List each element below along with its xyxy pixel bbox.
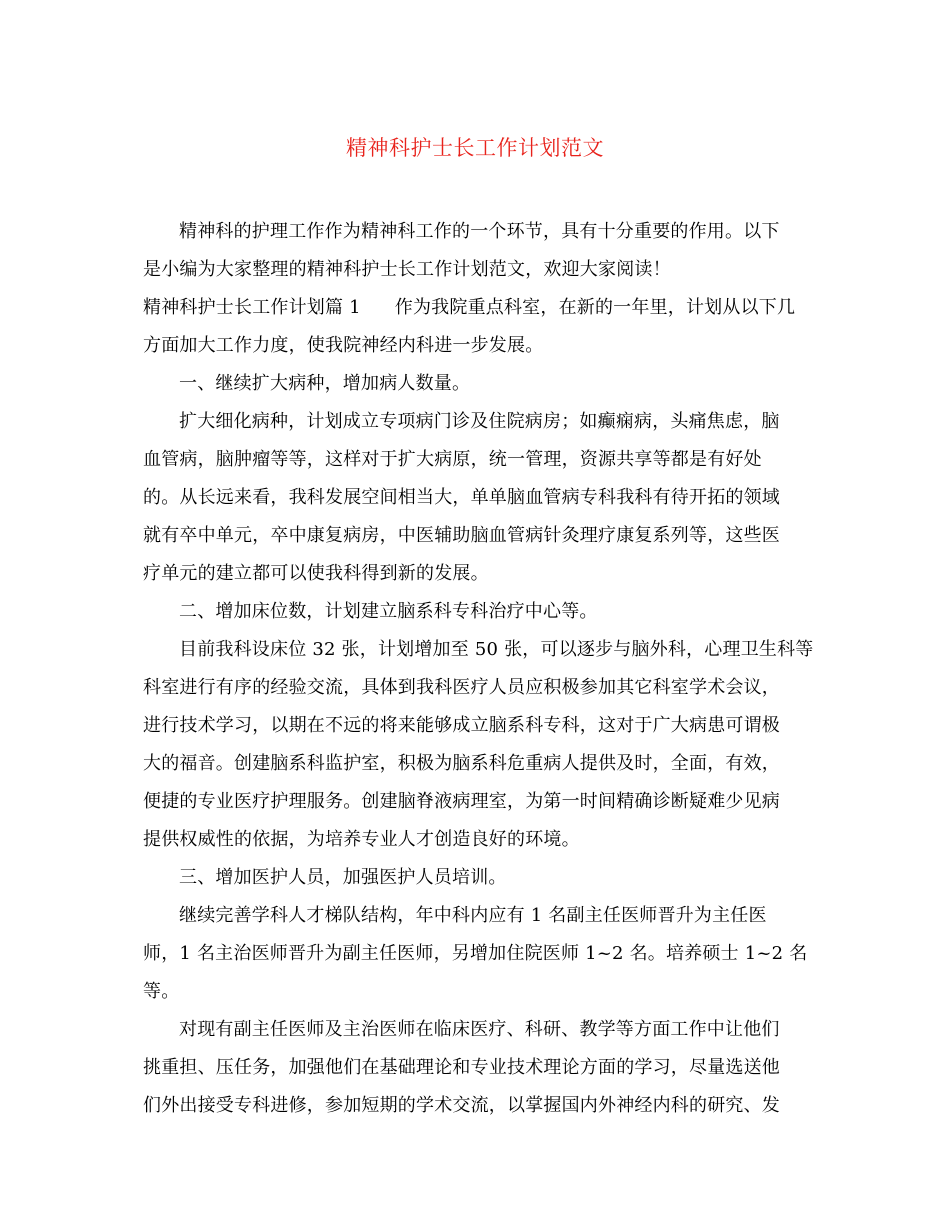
document-title: 精神科护士长工作计划范文 [346, 136, 604, 160]
text-line: 挑重担、压任务，加强他们在基础理论和专业技术理论方面的学习，尽量选送他 [143, 1057, 780, 1078]
text-line: 作为我院重点科室，在新的一年里，计划从以下几 [394, 297, 796, 318]
section-heading: 二、增加床位数，计划建立脑系科专科治疗中心等。 [179, 601, 598, 622]
text-line: 提供权威性的依据，为培养专业人才创造良好的环境。 [143, 829, 580, 850]
text-line: 科室进行有序的经验交流，具体到我科医疗人员应积极参加其它科室学术会议， [143, 677, 780, 698]
text-line: 精神科的护理工作作为精神科工作的一个环节，具有十分重要的作用。以下 [179, 221, 780, 242]
text-line: 继续完善学科人才梯队结构，年中科内应有 1 名副主任医师晋升为主任医 [179, 905, 767, 926]
text-line: 血管病，脑肿瘤等等，这样对于扩大病原，统一管理，资源共享等都是有好处 [143, 449, 762, 470]
text-line: 是小编为大家整理的精神科护士长工作计划范文，欢迎大家阅读！ [143, 259, 671, 280]
text-line: 就有卒中单元，卒中康复病房，中医辅助脑血管病针灸理疗康复系列等，这些医 [143, 525, 780, 546]
text-line-with-heading [143, 295, 795, 321]
text-line: 对现有副主任医师及主治医师在临床医疗、科研、教学等方面工作中让他们 [179, 1019, 780, 1040]
text-line: 进行技术学习，以期在不远的将来能够成立脑系科专科，这对于广大病患可谓极 [143, 715, 780, 736]
text-line: 的。从长远来看，我科发展空间相当大，单单脑血管病专科我科有待开拓的领域 [143, 487, 780, 508]
text-line: 师，1 名主治医师晋升为副主任医师，另增加住院医师 1~2 名。培养硕士 1~2 名 [143, 943, 808, 964]
text-line: 疗单元的建立都可以使我科得到新的发展。 [143, 563, 489, 584]
section-heading-part-1: 精神科护士长工作计划篇 1 [143, 297, 361, 318]
text-line: 便捷的专业医疗护理服务。创建脑脊液病理室，为第一时间精确诊断疑难少见病 [143, 791, 780, 812]
section-heading: 一、继续扩大病种，增加病人数量。 [179, 373, 471, 394]
text-line: 们外出接受专科进修，参加短期的学术交流，以掌握国内外神经内科的研究、发 [143, 1095, 780, 1116]
text-line: 方面加大工作力度，使我院神经内科进一步发展。 [143, 335, 544, 356]
section-heading: 三、增加医护人员，加强医护人员培训。 [179, 867, 507, 888]
text-line: 等。 [143, 981, 180, 1002]
text-line: 目前我科设床位 32 张，计划增加至 50 张，可以逐步与脑外科，心理卫生科等 [179, 639, 814, 660]
text-line: 扩大细化病种，计划成立专项病门诊及住院病房；如癫痫病，头痛焦虑，脑 [179, 411, 780, 432]
text-line: 大的福音。创建脑系科监护室，积极为脑系科危重病人提供及时，全面，有效， [143, 753, 780, 774]
